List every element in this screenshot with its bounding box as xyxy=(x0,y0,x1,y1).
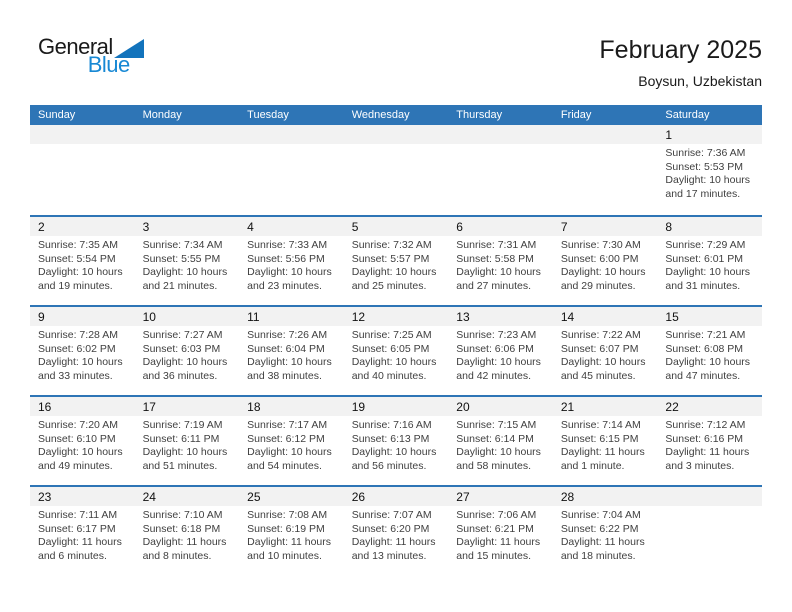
day-number: 25 xyxy=(239,487,344,506)
day-number: 10 xyxy=(135,307,240,326)
day-cell-4 xyxy=(239,217,344,305)
day-daylight: Daylight: 10 hours and 17 minutes. xyxy=(665,174,751,200)
day-details xyxy=(135,236,240,293)
day-cell-27 xyxy=(448,487,553,575)
day-cell-7 xyxy=(553,217,658,305)
day-daylight: Daylight: 10 hours and 31 minutes. xyxy=(665,266,751,292)
day-sunset: Sunset: 6:06 PM xyxy=(456,342,534,355)
day-sunset: Sunset: 6:11 PM xyxy=(142,432,220,445)
day-number: 18 xyxy=(239,397,344,416)
logo-text-general: General xyxy=(38,34,113,59)
day-cell-empty xyxy=(239,125,344,215)
day-daylight: Daylight: 10 hours and 40 minutes. xyxy=(351,356,437,382)
day-cell-1 xyxy=(657,125,762,215)
day-number: 13 xyxy=(448,307,553,326)
day-number: 1 xyxy=(657,125,762,144)
day-details xyxy=(448,236,553,293)
calendar-title: February 2025 xyxy=(599,36,762,64)
weekday-label-friday: Friday xyxy=(560,109,592,121)
day-number: 3 xyxy=(135,217,240,236)
day-sunrise: Sunrise: 7:30 AM xyxy=(560,239,641,251)
day-cell-empty xyxy=(30,125,135,215)
day-cell-8 xyxy=(657,217,762,305)
day-number: 23 xyxy=(30,487,135,506)
day-details xyxy=(344,416,449,473)
day-details xyxy=(239,236,344,293)
day-sunrise: Sunrise: 7:15 AM xyxy=(456,419,537,431)
day-number: 24 xyxy=(135,487,240,506)
day-sunrise: Sunrise: 7:11 AM xyxy=(38,509,118,521)
day-sunrise: Sunrise: 7:27 AM xyxy=(142,329,223,341)
day-cell-11 xyxy=(239,307,344,395)
day-cell-18 xyxy=(239,397,344,485)
day-sunset: Sunset: 6:22 PM xyxy=(560,522,639,535)
day-daylight: Daylight: 11 hours and 18 minutes. xyxy=(560,536,645,562)
day-sunrise: Sunrise: 7:10 AM xyxy=(142,509,223,521)
day-sunrise: Sunrise: 7:07 AM xyxy=(351,509,432,521)
day-cell-empty xyxy=(135,125,240,215)
day-daylight: Daylight: 11 hours and 13 minutes. xyxy=(351,536,436,562)
day-sunrise: Sunrise: 7:36 AM xyxy=(665,147,746,159)
day-sunset: Sunset: 6:13 PM xyxy=(351,432,430,445)
day-cell-21 xyxy=(553,397,658,485)
page-header xyxy=(30,36,762,89)
day-cell-17 xyxy=(135,397,240,485)
day-details xyxy=(135,506,240,563)
day-sunset: Sunset: 6:05 PM xyxy=(351,342,430,355)
day-details xyxy=(448,326,553,383)
day-sunset: Sunset: 6:19 PM xyxy=(247,522,325,535)
day-band-empty xyxy=(553,125,658,144)
weekday-label-sunday: Sunday xyxy=(38,109,76,121)
weekday-label-wednesday: Wednesday xyxy=(351,109,410,121)
day-cell-empty xyxy=(344,125,449,215)
day-cell-9 xyxy=(30,307,135,395)
day-sunset: Sunset: 6:12 PM xyxy=(247,432,325,445)
weekday-label-monday: Monday xyxy=(142,109,182,121)
day-sunset: Sunset: 5:54 PM xyxy=(38,252,116,265)
day-daylight: Daylight: 10 hours and 58 minutes. xyxy=(456,446,541,472)
day-cell-26 xyxy=(344,487,449,575)
day-daylight: Daylight: 11 hours and 6 minutes. xyxy=(38,536,122,562)
day-sunrise: Sunrise: 7:29 AM xyxy=(665,239,746,251)
day-details xyxy=(657,326,762,383)
day-band-empty xyxy=(448,125,553,144)
day-details xyxy=(30,416,135,473)
day-number: 28 xyxy=(553,487,658,506)
day-daylight: Daylight: 10 hours and 19 minutes. xyxy=(38,266,123,292)
day-details xyxy=(553,506,658,563)
day-cell-empty xyxy=(448,125,553,215)
day-sunrise: Sunrise: 7:12 AM xyxy=(665,419,746,431)
day-details xyxy=(30,236,135,293)
day-number: 15 xyxy=(657,307,762,326)
day-cell-22 xyxy=(657,397,762,485)
day-sunrise: Sunrise: 7:14 AM xyxy=(560,419,641,431)
day-number: 20 xyxy=(448,397,553,416)
calendar-location: Boysun, Uzbekistan xyxy=(638,73,762,89)
day-sunrise: Sunrise: 7:34 AM xyxy=(142,239,223,251)
day-sunset: Sunset: 5:53 PM xyxy=(665,160,744,173)
day-sunrise: Sunrise: 7:19 AM xyxy=(142,419,223,431)
day-band-empty xyxy=(135,125,240,144)
weekday-label-thursday: Thursday xyxy=(456,109,503,121)
day-sunset: Sunset: 6:18 PM xyxy=(142,522,221,535)
day-sunset: Sunset: 6:17 PM xyxy=(38,522,116,535)
day-daylight: Daylight: 10 hours and 27 minutes. xyxy=(456,266,541,292)
day-daylight: Daylight: 10 hours and 33 minutes. xyxy=(38,356,123,382)
day-daylight: Daylight: 10 hours and 25 minutes. xyxy=(351,266,437,292)
day-sunset: Sunset: 5:57 PM xyxy=(351,252,430,265)
day-details xyxy=(135,326,240,383)
day-sunset: Sunset: 6:16 PM xyxy=(665,432,744,445)
day-sunrise: Sunrise: 7:32 AM xyxy=(351,239,432,251)
day-band-empty xyxy=(239,125,344,144)
day-daylight: Daylight: 11 hours and 15 minutes. xyxy=(456,536,541,562)
day-details xyxy=(553,326,658,383)
day-cell-6 xyxy=(448,217,553,305)
day-sunrise: Sunrise: 7:08 AM xyxy=(247,509,328,521)
day-details xyxy=(135,416,240,473)
day-daylight: Daylight: 10 hours and 51 minutes. xyxy=(142,446,228,472)
week-row xyxy=(30,485,762,575)
day-sunset: Sunset: 6:20 PM xyxy=(351,522,430,535)
day-details xyxy=(344,326,449,383)
week-row xyxy=(30,125,762,215)
day-daylight: Daylight: 10 hours and 45 minutes. xyxy=(560,356,646,382)
day-number: 27 xyxy=(448,487,553,506)
day-daylight: Daylight: 10 hours and 47 minutes. xyxy=(665,356,751,382)
day-details xyxy=(344,236,449,293)
day-sunset: Sunset: 6:00 PM xyxy=(560,252,639,265)
day-details xyxy=(553,416,658,473)
day-daylight: Daylight: 10 hours and 29 minutes. xyxy=(560,266,646,292)
day-details xyxy=(657,236,762,293)
day-number: 5 xyxy=(344,217,449,236)
day-sunrise: Sunrise: 7:23 AM xyxy=(456,329,537,341)
day-cell-empty xyxy=(553,125,658,215)
day-sunset: Sunset: 6:04 PM xyxy=(247,342,325,355)
day-sunrise: Sunrise: 7:06 AM xyxy=(456,509,537,521)
day-daylight: Daylight: 11 hours and 3 minutes. xyxy=(665,446,750,472)
day-sunset: Sunset: 6:03 PM xyxy=(142,342,221,355)
day-sunrise: Sunrise: 7:21 AM xyxy=(665,329,746,341)
day-sunset: Sunset: 6:14 PM xyxy=(456,432,534,445)
day-number: 7 xyxy=(553,217,658,236)
day-cell-19 xyxy=(344,397,449,485)
day-sunrise: Sunrise: 7:04 AM xyxy=(560,509,641,521)
day-sunset: Sunset: 6:08 PM xyxy=(665,342,744,355)
day-details xyxy=(448,506,553,563)
day-daylight: Daylight: 10 hours and 21 minutes. xyxy=(142,266,228,292)
day-number: 16 xyxy=(30,397,135,416)
general-blue-logo xyxy=(38,36,144,76)
day-details xyxy=(657,416,762,473)
day-daylight: Daylight: 10 hours and 36 minutes. xyxy=(142,356,228,382)
day-daylight: Daylight: 10 hours and 23 minutes. xyxy=(247,266,332,292)
day-sunset: Sunset: 5:56 PM xyxy=(247,252,325,265)
day-sunset: Sunset: 6:07 PM xyxy=(560,342,639,355)
day-cell-28 xyxy=(553,487,658,575)
day-band-empty xyxy=(657,487,762,506)
day-cell-2 xyxy=(30,217,135,305)
day-sunrise: Sunrise: 7:35 AM xyxy=(38,239,118,251)
day-cell-3 xyxy=(135,217,240,305)
day-daylight: Daylight: 10 hours and 42 minutes. xyxy=(456,356,541,382)
week-row xyxy=(30,395,762,485)
day-daylight: Daylight: 10 hours and 49 minutes. xyxy=(38,446,123,472)
weekday-header-row xyxy=(30,105,762,125)
day-details xyxy=(239,506,344,563)
day-number: 8 xyxy=(657,217,762,236)
day-sunset: Sunset: 6:02 PM xyxy=(38,342,116,355)
day-cell-25 xyxy=(239,487,344,575)
day-details xyxy=(239,326,344,383)
day-details xyxy=(657,144,762,201)
day-number: 17 xyxy=(135,397,240,416)
day-cell-10 xyxy=(135,307,240,395)
day-cell-14 xyxy=(553,307,658,395)
day-sunrise: Sunrise: 7:17 AM xyxy=(247,419,328,431)
day-sunrise: Sunrise: 7:31 AM xyxy=(456,239,537,251)
day-number: 19 xyxy=(344,397,449,416)
day-daylight: Daylight: 11 hours and 10 minutes. xyxy=(247,536,331,562)
day-cell-20 xyxy=(448,397,553,485)
day-sunset: Sunset: 6:15 PM xyxy=(560,432,639,445)
day-sunset: Sunset: 6:10 PM xyxy=(38,432,116,445)
day-daylight: Daylight: 10 hours and 38 minutes. xyxy=(247,356,332,382)
day-cell-5 xyxy=(344,217,449,305)
day-sunrise: Sunrise: 7:33 AM xyxy=(247,239,328,251)
day-band-empty xyxy=(30,125,135,144)
day-details xyxy=(30,326,135,383)
day-band-empty xyxy=(344,125,449,144)
day-details xyxy=(30,506,135,563)
day-details xyxy=(344,506,449,563)
day-number: 14 xyxy=(553,307,658,326)
day-daylight: Daylight: 11 hours and 8 minutes. xyxy=(142,536,227,562)
day-cell-empty xyxy=(657,487,762,575)
day-number: 2 xyxy=(30,217,135,236)
weekday-label-tuesday: Tuesday xyxy=(247,109,289,121)
day-cell-16 xyxy=(30,397,135,485)
day-sunrise: Sunrise: 7:26 AM xyxy=(247,329,328,341)
day-daylight: Daylight: 10 hours and 56 minutes. xyxy=(351,446,437,472)
day-sunset: Sunset: 5:55 PM xyxy=(142,252,221,265)
day-number: 26 xyxy=(344,487,449,506)
day-sunrise: Sunrise: 7:20 AM xyxy=(38,419,118,431)
day-sunrise: Sunrise: 7:22 AM xyxy=(560,329,641,341)
title-block xyxy=(599,36,762,89)
day-details xyxy=(553,236,658,293)
day-sunset: Sunset: 6:21 PM xyxy=(456,522,534,535)
day-number: 9 xyxy=(30,307,135,326)
day-daylight: Daylight: 11 hours and 1 minute. xyxy=(560,446,645,472)
day-cell-23 xyxy=(30,487,135,575)
day-details xyxy=(448,416,553,473)
day-sunrise: Sunrise: 7:28 AM xyxy=(38,329,118,341)
day-number: 21 xyxy=(553,397,658,416)
day-number: 22 xyxy=(657,397,762,416)
logo-text-blue: Blue xyxy=(87,52,130,77)
day-daylight: Daylight: 10 hours and 54 minutes. xyxy=(247,446,332,472)
day-cell-13 xyxy=(448,307,553,395)
day-number: 6 xyxy=(448,217,553,236)
day-sunrise: Sunrise: 7:25 AM xyxy=(351,329,432,341)
day-number: 12 xyxy=(344,307,449,326)
day-cell-12 xyxy=(344,307,449,395)
week-row xyxy=(30,305,762,395)
day-sunset: Sunset: 6:01 PM xyxy=(665,252,744,265)
day-cell-24 xyxy=(135,487,240,575)
day-cell-15 xyxy=(657,307,762,395)
calendar-grid xyxy=(30,125,762,575)
day-number: 11 xyxy=(239,307,344,326)
weekday-label-saturday: Saturday xyxy=(665,109,710,121)
day-number: 4 xyxy=(239,217,344,236)
day-sunset: Sunset: 5:58 PM xyxy=(456,252,534,265)
week-row xyxy=(30,215,762,305)
day-details xyxy=(239,416,344,473)
day-sunrise: Sunrise: 7:16 AM xyxy=(351,419,432,431)
